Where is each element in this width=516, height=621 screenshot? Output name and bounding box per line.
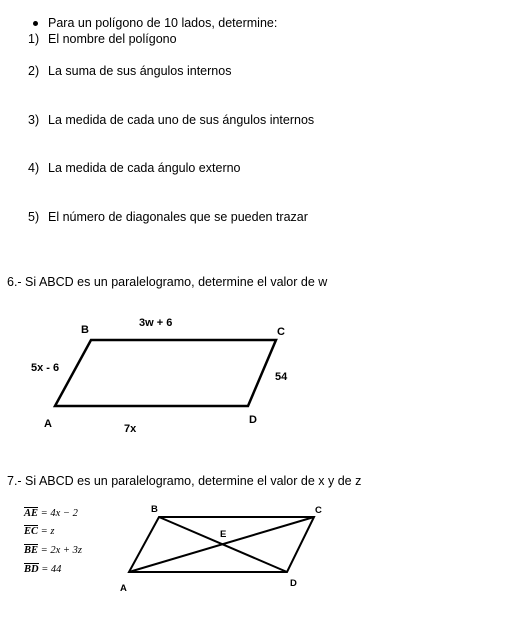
diagonal-bd	[159, 517, 287, 572]
segment-ec: EC	[24, 526, 39, 537]
side-label-top: 3w + 6	[139, 317, 173, 329]
question-text: El nombre del polígono	[48, 32, 177, 46]
question-text: La medida de cada ángulo externo	[48, 161, 241, 175]
side-label-right: 54	[275, 371, 288, 383]
vertex-label-d: D	[290, 578, 297, 589]
equation-ec	[24, 526, 54, 538]
problem-6-statement: 6.- Si ABCD es un paralelogramo, determine el valor de w	[7, 275, 328, 289]
equation-ae	[24, 508, 78, 520]
question-text: La medida de cada uno de sus ángulos internos	[48, 113, 315, 127]
vertex-label-d: D	[249, 414, 257, 426]
equation-value: = z	[40, 526, 55, 537]
segment-be: BE	[24, 545, 39, 556]
segment-bd: BD	[24, 564, 39, 575]
vertex-label-b: B	[151, 504, 158, 515]
side-label-bottom: 7x	[124, 423, 137, 435]
question-text: El número de diagonales que se pueden trazar	[48, 210, 308, 224]
equation-bd	[24, 564, 61, 576]
vertex-label-a: A	[44, 418, 52, 430]
question-number: 1)	[28, 32, 40, 46]
question-number: 4)	[28, 161, 40, 175]
side-label-left: 5x - 6	[31, 362, 60, 374]
segment-ae: AE	[24, 508, 39, 519]
vertex-label-e: E	[220, 529, 227, 540]
vertex-label-a: A	[120, 583, 127, 594]
vertex-label-c: C	[315, 505, 322, 516]
question-number: 5)	[28, 210, 40, 224]
question-text: La suma de sus ángulos internos	[48, 64, 232, 78]
parallelogram-6	[55, 340, 276, 406]
equation-value: = 44	[41, 564, 62, 575]
equation-be	[24, 545, 82, 557]
question-number: 3)	[28, 113, 40, 127]
intro-text: Para un polígono de 10 lados, determine:	[48, 16, 278, 30]
equation-value: = 4x − 2	[40, 508, 78, 519]
vertex-label-c: C	[277, 326, 285, 338]
problem-7-statement: 7.- Si ABCD es un paralelogramo, determine el valor de x y de z	[7, 474, 362, 488]
question-number: 2)	[28, 64, 40, 78]
vertex-label-b: B	[81, 324, 89, 336]
equation-value: = 2x + 3z	[40, 545, 82, 556]
